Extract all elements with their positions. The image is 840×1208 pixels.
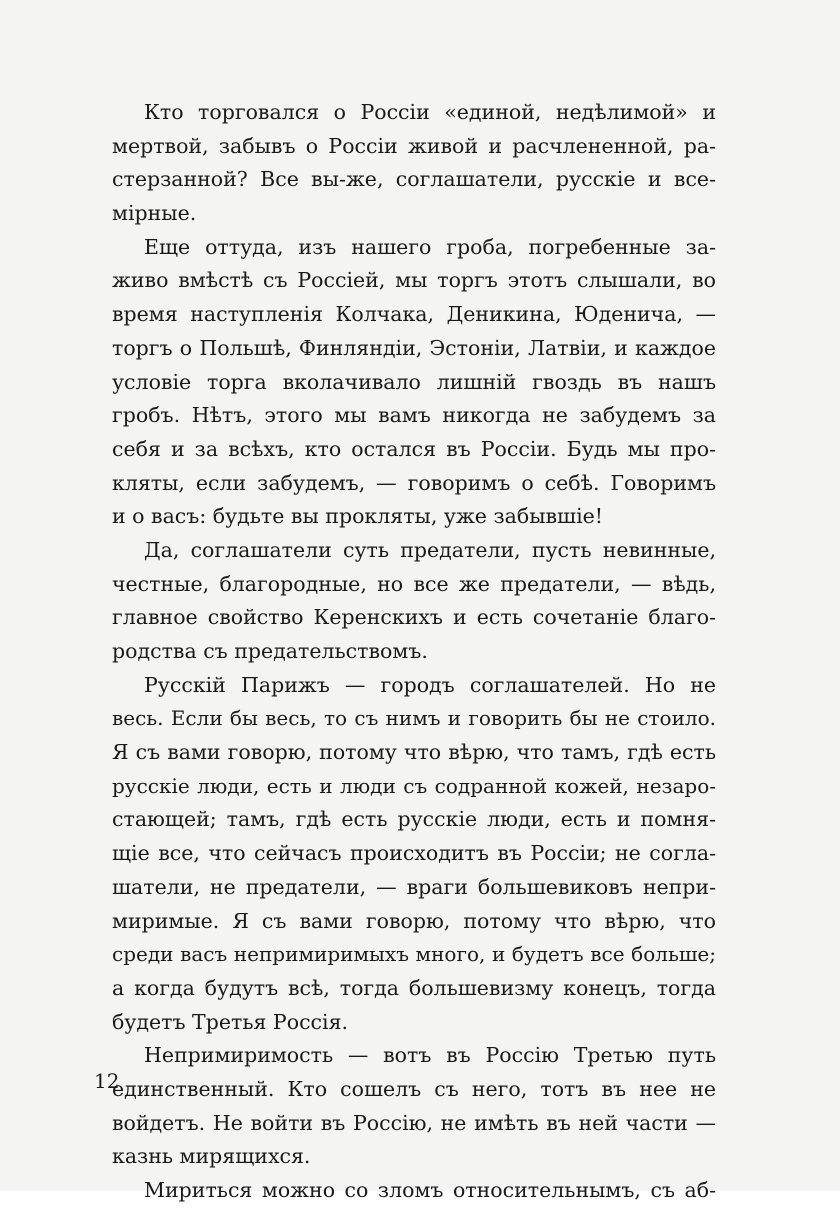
text-line: живо вмѣстѣ съ Россіей, мы торгъ этотъ слышали, во xyxy=(112,268,716,293)
text-line: миримые. Я съ вами говорю, потому что вѣрю, что xyxy=(112,908,716,933)
paragraph-2 xyxy=(112,231,716,534)
text-line: шатели, не предатели, — враги большевиковъ непри- xyxy=(112,874,716,899)
text-line: стающей; тамъ, гдѣ есть русскіе люди, есть и помня- xyxy=(112,807,716,832)
text-line: торгъ о Польшѣ, Финляндіи, Эстоніи, Латвіи, и каждое xyxy=(112,335,716,360)
text-line: мертвой, забывъ о Россіи живой и расчлененной, ра- xyxy=(112,133,716,158)
text-line: войдетъ. Не войти въ Россію, не имѣть въ ней части — xyxy=(112,1110,716,1135)
text-line: единственный. Кто сошелъ съ него, тотъ въ нее не xyxy=(112,1076,716,1101)
text-line: Я съ вами говорю, потому что вѣрю, что тамъ, гдѣ есть xyxy=(112,740,716,765)
paragraph-5 xyxy=(112,1039,716,1174)
text-line: главное свойство Керенскихъ и есть сочетаніе благо- xyxy=(112,605,716,630)
text-line: кляты, если забудемъ, — говоримъ о себѣ. Говоримъ xyxy=(112,470,716,495)
text-line: гробъ. Нѣтъ, этого мы вамъ никогда не забудемъ за xyxy=(112,403,716,428)
text-line: стерзанной? Все вы-же, соглашатели, русскіе и все- xyxy=(112,167,716,192)
text-line: а когда будутъ всѣ, тогда большевизму конецъ, тогда xyxy=(112,975,716,1000)
text-line: мірные. xyxy=(112,201,197,226)
paragraph-3 xyxy=(112,534,716,669)
text-line: Кто торговался о Россіи «единой, недѣлимой» и xyxy=(144,100,716,124)
text-line: честные, благородные, но все же предатели, — вѣдь, xyxy=(112,571,716,596)
text-line: весь. Если бы весь, то съ нимъ и говорить бы не стоило. xyxy=(112,706,716,731)
text-line: Русскій Парижъ — городъ соглашателей. Но не xyxy=(144,672,716,697)
text-line: русскіе люди, есть и люди съ содранной кожей, незаро- xyxy=(112,773,716,798)
paragraph-4 xyxy=(112,669,716,1040)
text-line: будетъ Третья Россія. xyxy=(112,1009,349,1034)
text-line: условіе торга вколачивало лишній гвоздь въ нашъ xyxy=(112,369,716,394)
text-line: Непримиримость — вотъ въ Россію Третью путь xyxy=(144,1043,716,1068)
text-line: щіе все, что сейчасъ происходитъ въ Россіи; не согла- xyxy=(112,841,716,866)
body-text xyxy=(112,96,716,1208)
text-line: и о васъ: будьте вы прокляты, уже забывшіе! xyxy=(112,504,604,529)
text-line: казнь мирящихся. xyxy=(112,1144,311,1169)
text-line: время наступленія Колчака, Деникина, Юденича, — xyxy=(112,302,716,327)
text-line: родства съ предательствомъ. xyxy=(112,639,428,663)
text-line: себя и за всѣхъ, кто остался въ Россіи. Будь мы про- xyxy=(112,436,716,461)
page-number: 12 xyxy=(94,1069,120,1093)
text-line: Мириться можно со зломъ относительнымъ, съ аб- xyxy=(144,1178,716,1202)
text-line: среди васъ непримиримыхъ много, и будетъ все больше; xyxy=(112,942,716,967)
text-line: Еще оттуда, изъ нашего гроба, погребенные за- xyxy=(144,234,716,259)
paragraph-1 xyxy=(112,96,716,231)
text-line: Да, соглашатели суть предатели, пусть невинные, xyxy=(144,537,716,562)
